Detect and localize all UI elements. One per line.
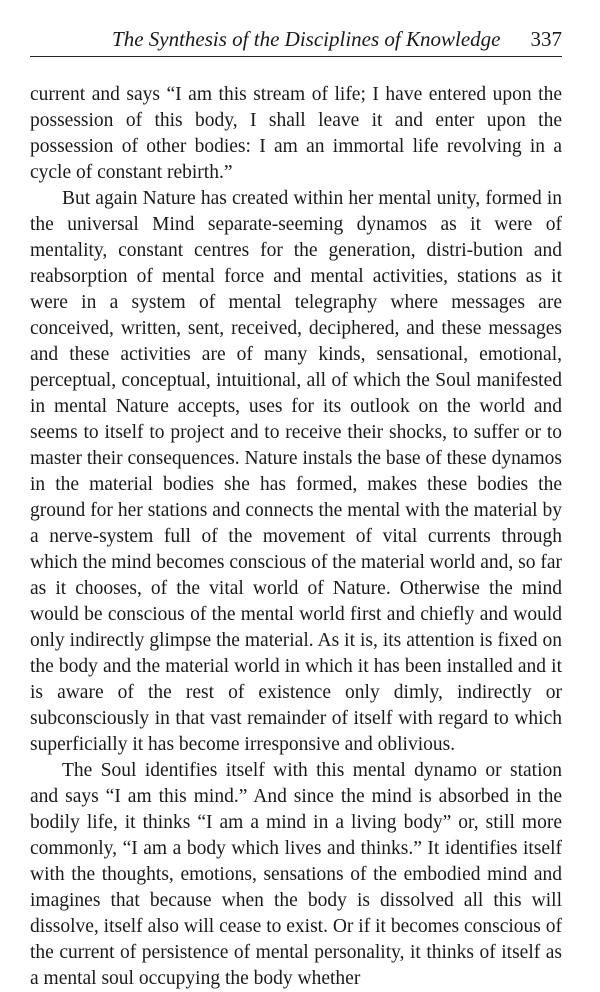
running-title: The Synthesis of the Disciplines of Knowledge — [112, 27, 501, 51]
paragraph-2: But again Nature has created within her mental unity, formed in the universal Mind separate-seeming dynamos as it were of mentality, constant centres for the generation, distri-bution and reabsorption of mental force and mental activities, stations as it were in a system of mental telegraphy where messages are conceived, written, sent, received, deciphered, and these messages and these activities are of many kinds, sensational, emotional, perceptual, conceptual, intuitional, all of which the Soul manifested in mental Nature accepts, uses for its outlook on the world and seems to itself to project and to receive their shocks, to suffer or to master their consequences. Nature instals the base of these dynamos in the material bodies she has formed, makes these bodies the ground for her stations and connects the mental with the material by a nerve-system full of the movement of vital currents through which the mind becomes conscious of the material world and, so far as it chooses, of the vital world of Nature. Otherwise the mind would be conscious of the mental world first and chiefly and would only indirectly glimpse the material. As it is, its attention is fixed on the body and the material world in which it has been installed and it is aware of the rest of existence only dimly, indirectly or subconsciously in that vast remainder of itself with regard to which superficially it has become irresponsive and oblivious. — [30, 188, 562, 755]
paragraph-3: The Soul identifies itself with this mental dynamo or station and says “I am this mind.” And since the mind is absorbed in the bodily life, it thinks “I am a mind in a living body” or, still more commonly, “I am a body which lives and thinks.” It identifies itself with the thoughts, emotions, sensations of the embodied mind and imagines that because when the body is dissolved all this will dissolve, itself also will cease to exist. Or if it becomes conscious of the current of persistence of mental personality, it thinks of itself as a mental soul occupying the body whether — [30, 760, 562, 989]
running-header — [30, 22, 562, 57]
paragraph-1: current and says “I am this stream of life; I have entered upon the possession of this body, I shall leave it and enter upon the possession of other bodies: I am an immortal life revolving in a cycle of constant rebirth.” — [30, 84, 562, 183]
body-text — [30, 82, 562, 992]
page-number: 337 — [530, 27, 562, 51]
